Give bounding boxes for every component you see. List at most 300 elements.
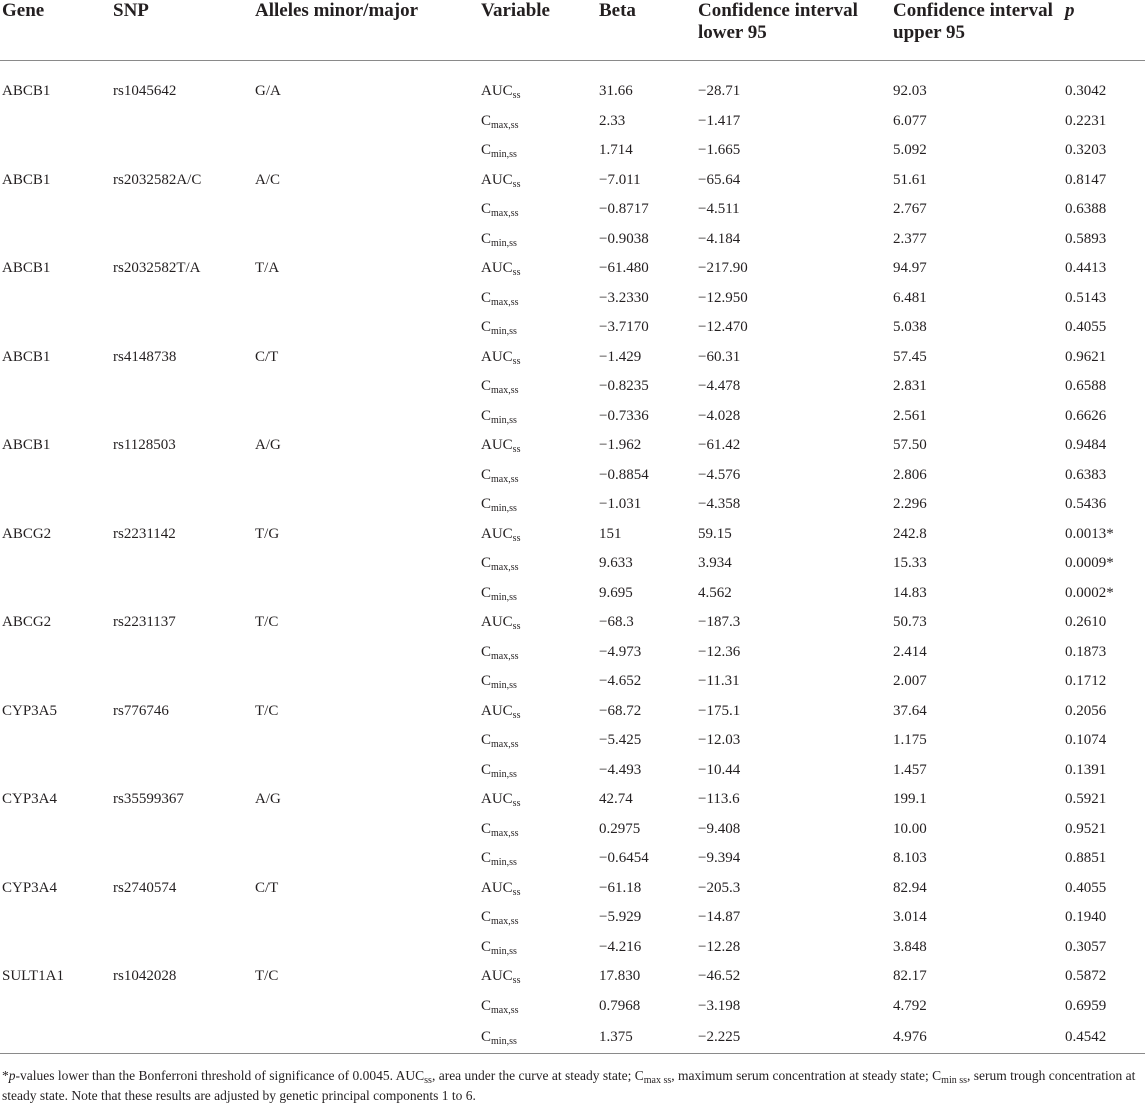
table-header — [0, 0, 1145, 61]
ci-lower-cell: 4.562 — [698, 584, 732, 601]
ci-lower-cell: −12.36 — [698, 643, 741, 660]
variable-cell — [479, 254, 597, 284]
gene-cell: ABCB1 — [2, 260, 51, 277]
beta-cell: −61.18 — [599, 879, 642, 896]
ci-lower-cell: −12.28 — [698, 938, 741, 955]
table-row — [0, 992, 1145, 1022]
variable-cell — [479, 136, 597, 166]
snp-cell — [111, 225, 253, 255]
table-row — [0, 136, 1145, 166]
ci-upper-cell: 10.00 — [893, 820, 927, 837]
variable-subscript: ss — [512, 709, 521, 721]
variable-cell — [479, 1021, 597, 1054]
variable-cell — [479, 933, 597, 963]
ci-lower-cell: −4.028 — [698, 407, 741, 424]
p-value-cell: 0.4055 — [1065, 319, 1107, 336]
beta-cell: 1.375 — [597, 1021, 696, 1054]
alleles-cell — [253, 136, 479, 166]
ci-lower-cell: −14.87 — [698, 909, 741, 926]
variable-subscript: ss — [512, 355, 521, 367]
ci-upper-cell: 15.33 — [893, 555, 927, 572]
header-ci-lower: Confidence interval lower 95 — [696, 0, 891, 61]
ci-lower-cell: −9.408 — [698, 820, 741, 837]
ci-upper-cell: 57.50 — [893, 437, 927, 454]
ci-lower-cell: −65.64 — [698, 171, 741, 188]
variable-name: AUC — [481, 614, 513, 631]
alleles-cell — [253, 372, 479, 402]
snp-cell: rs1045642 — [113, 83, 177, 100]
gene-cell — [0, 107, 111, 137]
beta-cell: −5.425 — [599, 732, 642, 749]
gene-cell — [0, 402, 111, 432]
alleles-cell — [253, 195, 479, 225]
p-value-cell: 0.2056 — [1065, 702, 1107, 719]
alleles-cell — [253, 756, 479, 786]
p-value-cell: 0.4542 — [1063, 1021, 1145, 1054]
beta-cell: 0.7968 — [599, 997, 641, 1014]
ci-lower-cell: −60.31 — [698, 348, 741, 365]
p-value-cell: 0.6383 — [1065, 466, 1107, 483]
beta-cell: 1.714 — [599, 142, 633, 159]
alleles-cell: T/C — [255, 702, 279, 719]
ci-upper-cell: 5.038 — [893, 319, 927, 336]
ci-lower-cell: −175.1 — [698, 702, 741, 719]
gene-cell — [0, 372, 111, 402]
gene-cell — [0, 579, 111, 609]
variable-subscript: max,ss — [491, 385, 519, 397]
table-row — [0, 638, 1145, 668]
snp-cell: rs35599367 — [113, 791, 184, 808]
table-row — [0, 402, 1145, 432]
gene-cell — [0, 549, 111, 579]
spacer-cell — [0, 61, 1145, 78]
variable-name: AUC — [481, 525, 513, 542]
gene-cell — [0, 461, 111, 491]
footnote-sub-3: min ss — [941, 1075, 968, 1086]
variable-name: C — [481, 112, 492, 129]
table-row — [0, 461, 1145, 491]
ci-lower-cell: −217.90 — [698, 260, 748, 277]
variable-cell — [479, 313, 597, 343]
variable-name: AUC — [481, 437, 513, 454]
beta-cell: 17.830 — [599, 968, 641, 985]
alleles-cell: T/A — [255, 260, 280, 277]
snp-cell — [111, 579, 253, 609]
variable-name: C — [481, 909, 492, 926]
ci-upper-cell: 6.481 — [893, 289, 927, 306]
beta-cell: −0.9038 — [599, 230, 649, 247]
variable-subscript: min,ss — [491, 237, 517, 249]
variable-subscript: ss — [512, 975, 521, 987]
variable-cell — [479, 195, 597, 225]
gene-cell — [0, 284, 111, 314]
beta-cell: 31.66 — [599, 83, 633, 100]
p-value-cell: 0.1712 — [1065, 673, 1107, 690]
ci-lower-cell: −1.417 — [698, 112, 741, 129]
gene-cell — [0, 136, 111, 166]
p-value-cell: 0.8851 — [1065, 850, 1107, 867]
table-row — [0, 549, 1145, 579]
p-value-cell: 0.3042 — [1065, 83, 1107, 100]
table-row — [0, 490, 1145, 520]
ci-upper-cell: 92.03 — [893, 83, 927, 100]
variable-subscript: min,ss — [491, 680, 517, 692]
variable-subscript: min,ss — [491, 503, 517, 515]
ci-upper-cell: 4.976 — [891, 1021, 1063, 1054]
alleles-cell — [253, 933, 479, 963]
ci-lower-cell: −12.470 — [698, 319, 748, 336]
alleles-cell: T/C — [255, 968, 279, 985]
snp-cell: rs2231142 — [113, 525, 176, 542]
variable-subscript: min,ss — [491, 414, 517, 426]
variable-name: AUC — [481, 260, 513, 277]
table-row — [0, 815, 1145, 845]
alleles-cell — [253, 844, 479, 874]
variable-name: AUC — [481, 791, 513, 808]
snp-cell: rs2231137 — [113, 614, 176, 631]
ci-lower-cell: −2.225 — [696, 1021, 891, 1054]
p-value-cell: 0.5921 — [1065, 791, 1107, 808]
ci-upper-cell: 199.1 — [893, 791, 927, 808]
variable-cell — [479, 431, 597, 461]
ci-upper-cell: 2.414 — [893, 643, 927, 660]
p-value-cell: 0.2231 — [1065, 112, 1107, 129]
gene-cell: ABCB1 — [2, 348, 51, 365]
table-row — [0, 166, 1145, 196]
variable-cell — [479, 402, 597, 432]
alleles-cell: C/T — [255, 348, 279, 365]
ci-lower-cell: −4.576 — [698, 466, 741, 483]
variable-subscript: ss — [512, 886, 521, 898]
alleles-cell — [253, 107, 479, 137]
variable-cell — [479, 461, 597, 491]
gene-cell: ABCB1 — [2, 83, 51, 100]
variable-cell — [479, 992, 597, 1022]
table-row — [0, 1021, 1145, 1054]
snp-cell — [111, 136, 253, 166]
gene-cell: SULT1A1 — [2, 968, 64, 985]
alleles-cell — [253, 815, 479, 845]
table-row — [0, 431, 1145, 461]
p-value-cell: 0.3203 — [1065, 142, 1107, 159]
variable-cell — [479, 962, 597, 992]
ci-upper-cell: 2.831 — [893, 378, 927, 395]
table-body — [0, 61, 1145, 1054]
beta-cell: 0.2975 — [599, 820, 641, 837]
gene-cell — [0, 225, 111, 255]
beta-cell: −4.652 — [599, 673, 642, 690]
p-value-cell: 0.9621 — [1065, 348, 1107, 365]
p-value-cell: 0.5143 — [1065, 289, 1107, 306]
ci-lower-cell: −10.44 — [698, 761, 741, 778]
variable-subscript: ss — [512, 532, 521, 544]
gene-cell — [0, 844, 111, 874]
variable-name: C — [481, 761, 492, 778]
variable-cell — [479, 343, 597, 373]
variable-name: AUC — [481, 879, 513, 896]
variable-cell — [479, 225, 597, 255]
alleles-cell: A/C — [255, 171, 281, 188]
variable-subscript: min,ss — [491, 326, 517, 338]
snp-cell — [111, 667, 253, 697]
gene-cell: CYP3A4 — [2, 791, 58, 808]
table-row — [0, 107, 1145, 137]
footnote-sub-1: ss — [424, 1075, 432, 1086]
spacer-row — [0, 61, 1145, 78]
variable-name: C — [481, 496, 492, 513]
beta-cell: −0.7336 — [599, 407, 649, 424]
alleles-cell — [253, 579, 479, 609]
variable-subscript: max,ss — [491, 916, 519, 928]
ci-upper-cell: 51.61 — [893, 171, 927, 188]
variable-subscript: max,ss — [491, 119, 519, 131]
ci-upper-cell: 2.806 — [893, 466, 927, 483]
alleles-cell — [253, 284, 479, 314]
table-row — [0, 697, 1145, 727]
snp-cell — [111, 372, 253, 402]
variable-name: AUC — [481, 968, 513, 985]
table-row — [0, 756, 1145, 786]
variable-cell — [479, 579, 597, 609]
ci-upper-cell: 8.103 — [893, 850, 927, 867]
ci-upper-cell: 4.792 — [893, 997, 927, 1014]
beta-cell: −0.8854 — [599, 466, 649, 483]
alleles-cell — [253, 461, 479, 491]
variable-name: C — [481, 378, 492, 395]
ci-upper-cell: 2.377 — [893, 230, 927, 247]
beta-cell: −1.031 — [599, 496, 642, 513]
beta-cell: −1.429 — [599, 348, 642, 365]
variable-subscript: ss — [512, 444, 521, 456]
table-row — [0, 284, 1145, 314]
variable-name: C — [481, 673, 492, 690]
gene-cell — [0, 726, 111, 756]
variable-subscript: max,ss — [491, 827, 519, 839]
footnote-text-2: , area under the curve at steady state; C — [431, 1068, 644, 1083]
variable-name: C — [481, 820, 492, 837]
variable-subscript: max,ss — [491, 562, 519, 574]
gene-cell — [0, 638, 111, 668]
snp-cell — [111, 1021, 253, 1054]
variable-cell — [479, 815, 597, 845]
ci-lower-cell: −12.950 — [698, 289, 748, 306]
gene-cell — [0, 1021, 111, 1054]
beta-cell: 42.74 — [599, 791, 633, 808]
snp-cell: rs2032582T/A — [113, 260, 201, 277]
ci-upper-cell: 1.175 — [893, 732, 927, 749]
variable-cell — [479, 785, 597, 815]
variable-subscript: max,ss — [491, 650, 519, 662]
p-value-cell: 0.6388 — [1065, 201, 1107, 218]
variable-name: AUC — [481, 348, 513, 365]
header-alleles: Alleles minor/major — [253, 0, 479, 61]
beta-cell: −61.480 — [599, 260, 649, 277]
p-value-cell: 0.9484 — [1065, 437, 1107, 454]
variable-cell — [479, 520, 597, 550]
ci-lower-cell: −205.3 — [698, 879, 741, 896]
gene-cell — [0, 815, 111, 845]
alleles-cell — [253, 1021, 479, 1054]
table-row — [0, 844, 1145, 874]
variable-cell — [479, 697, 597, 727]
snp-cell — [111, 844, 253, 874]
snp-cell — [111, 992, 253, 1022]
variable-subscript: max,ss — [491, 739, 519, 751]
variable-name: C — [481, 142, 492, 159]
beta-cell: −7.011 — [599, 171, 641, 188]
beta-cell: −68.3 — [599, 614, 634, 631]
beta-cell: −4.973 — [599, 643, 642, 660]
header-p: p — [1063, 0, 1145, 61]
alleles-cell — [253, 313, 479, 343]
snp-cell — [111, 756, 253, 786]
alleles-cell — [253, 549, 479, 579]
gene-cell: CYP3A4 — [2, 879, 58, 896]
footnote-star: * — [2, 1068, 9, 1083]
snp-cell: rs1128503 — [113, 437, 176, 454]
ci-upper-cell: 2.007 — [893, 673, 927, 690]
snp-cell — [111, 107, 253, 137]
ci-upper-cell: 82.17 — [893, 968, 927, 985]
p-value-cell: 0.0009* — [1065, 555, 1114, 572]
alleles-cell — [253, 490, 479, 520]
ci-lower-cell: −4.478 — [698, 378, 741, 395]
alleles-cell: G/A — [255, 83, 281, 100]
variable-subscript: ss — [512, 798, 521, 810]
p-value-cell: 0.4055 — [1065, 879, 1107, 896]
beta-cell: −0.6454 — [599, 850, 649, 867]
variable-name: C — [481, 997, 492, 1014]
p-value-cell: 0.1873 — [1065, 643, 1107, 660]
snp-cell — [111, 313, 253, 343]
variable-subscript: ss — [512, 90, 521, 102]
p-value-cell: 0.8147 — [1065, 171, 1107, 188]
footnote-p: p — [8, 1068, 16, 1083]
variable-cell — [479, 608, 597, 638]
beta-cell: −68.72 — [599, 702, 642, 719]
snp-cell — [111, 461, 253, 491]
variable-cell — [479, 372, 597, 402]
ci-upper-cell: 94.97 — [893, 260, 927, 277]
p-value-cell: 0.6588 — [1065, 378, 1107, 395]
alleles-cell: T/C — [255, 614, 279, 631]
beta-cell: 9.695 — [599, 584, 633, 601]
gene-cell — [0, 313, 111, 343]
table-row — [0, 933, 1145, 963]
table-row — [0, 726, 1145, 756]
table-row — [0, 77, 1145, 107]
p-value-cell: 0.6626 — [1065, 407, 1107, 424]
variable-name: C — [481, 850, 492, 867]
variable-cell — [479, 77, 597, 107]
ci-lower-cell: −9.394 — [698, 850, 741, 867]
snp-cell — [111, 490, 253, 520]
alleles-cell: A/G — [255, 791, 281, 808]
variable-name: C — [481, 466, 492, 483]
ci-lower-cell: −4.184 — [698, 230, 741, 247]
variable-subscript: max,ss — [491, 296, 519, 308]
variable-name: C — [481, 407, 492, 424]
p-value-cell: 0.2610 — [1065, 614, 1107, 631]
snp-cell — [111, 195, 253, 225]
variable-cell — [479, 667, 597, 697]
snp-cell: rs2740574 — [113, 879, 177, 896]
snp-cell: rs776746 — [113, 702, 169, 719]
variable-subscript: ss — [512, 621, 521, 633]
variable-subscript: max,ss — [491, 208, 519, 220]
beta-cell: 9.633 — [599, 555, 633, 572]
ci-lower-cell: −4.511 — [698, 201, 740, 218]
p-value-cell: 0.4413 — [1065, 260, 1107, 277]
ci-upper-cell: 5.092 — [893, 142, 927, 159]
p-value-cell: 0.5872 — [1065, 968, 1107, 985]
beta-cell: −5.929 — [599, 909, 642, 926]
variable-cell — [479, 549, 597, 579]
ci-lower-cell: −11.31 — [698, 673, 740, 690]
ci-upper-cell: 2.767 — [893, 201, 927, 218]
table-row — [0, 195, 1145, 225]
beta-cell: −4.493 — [599, 761, 642, 778]
ci-lower-cell: 59.15 — [698, 525, 732, 542]
alleles-cell — [253, 726, 479, 756]
alleles-cell — [253, 903, 479, 933]
variable-cell — [479, 166, 597, 196]
ci-lower-cell: −46.52 — [698, 968, 741, 985]
variable-name: C — [481, 289, 492, 306]
variable-cell — [479, 490, 597, 520]
alleles-cell — [253, 992, 479, 1022]
ci-upper-cell: 1.457 — [893, 761, 927, 778]
footnote-text-4: , serum trough concentration at steady state. Note that these results are adjusted by genetic principal components 1 to 6. — [2, 1068, 1136, 1103]
snp-cell — [111, 903, 253, 933]
table-row — [0, 785, 1145, 815]
snp-cell: rs4148738 — [113, 348, 177, 365]
table-row — [0, 579, 1145, 609]
table-footnote — [0, 1054, 1145, 1106]
variable-cell — [479, 844, 597, 874]
gene-cell — [0, 490, 111, 520]
ci-upper-cell: 2.561 — [893, 407, 927, 424]
variable-name: C — [481, 230, 492, 247]
header-gene: Gene — [0, 0, 111, 61]
alleles-cell — [253, 225, 479, 255]
snp-cell — [111, 402, 253, 432]
ci-upper-cell: 3.014 — [893, 909, 927, 926]
ci-lower-cell: −113.6 — [698, 791, 740, 808]
table-row — [0, 608, 1145, 638]
gene-cell — [0, 756, 111, 786]
beta-cell: −3.2330 — [599, 289, 649, 306]
table-row — [0, 520, 1145, 550]
snp-cell: rs1042028 — [113, 968, 177, 985]
header-snp: SNP — [111, 0, 253, 61]
header-ci-upper: Confidence interval upper 95 — [891, 0, 1063, 61]
p-value-cell: 0.1074 — [1065, 732, 1107, 749]
table-row — [0, 667, 1145, 697]
snp-cell — [111, 933, 253, 963]
snp-cell — [111, 726, 253, 756]
alleles-cell — [253, 638, 479, 668]
ci-lower-cell: −61.42 — [698, 437, 741, 454]
variable-subscript: min,ss — [491, 1035, 517, 1047]
beta-cell: −0.8717 — [599, 201, 649, 218]
ci-upper-cell: 6.077 — [893, 112, 927, 129]
table-row — [0, 254, 1145, 284]
gene-cell: CYP3A5 — [2, 702, 58, 719]
gene-cell: ABCB1 — [2, 171, 51, 188]
gene-cell — [0, 195, 111, 225]
table-row — [0, 903, 1145, 933]
